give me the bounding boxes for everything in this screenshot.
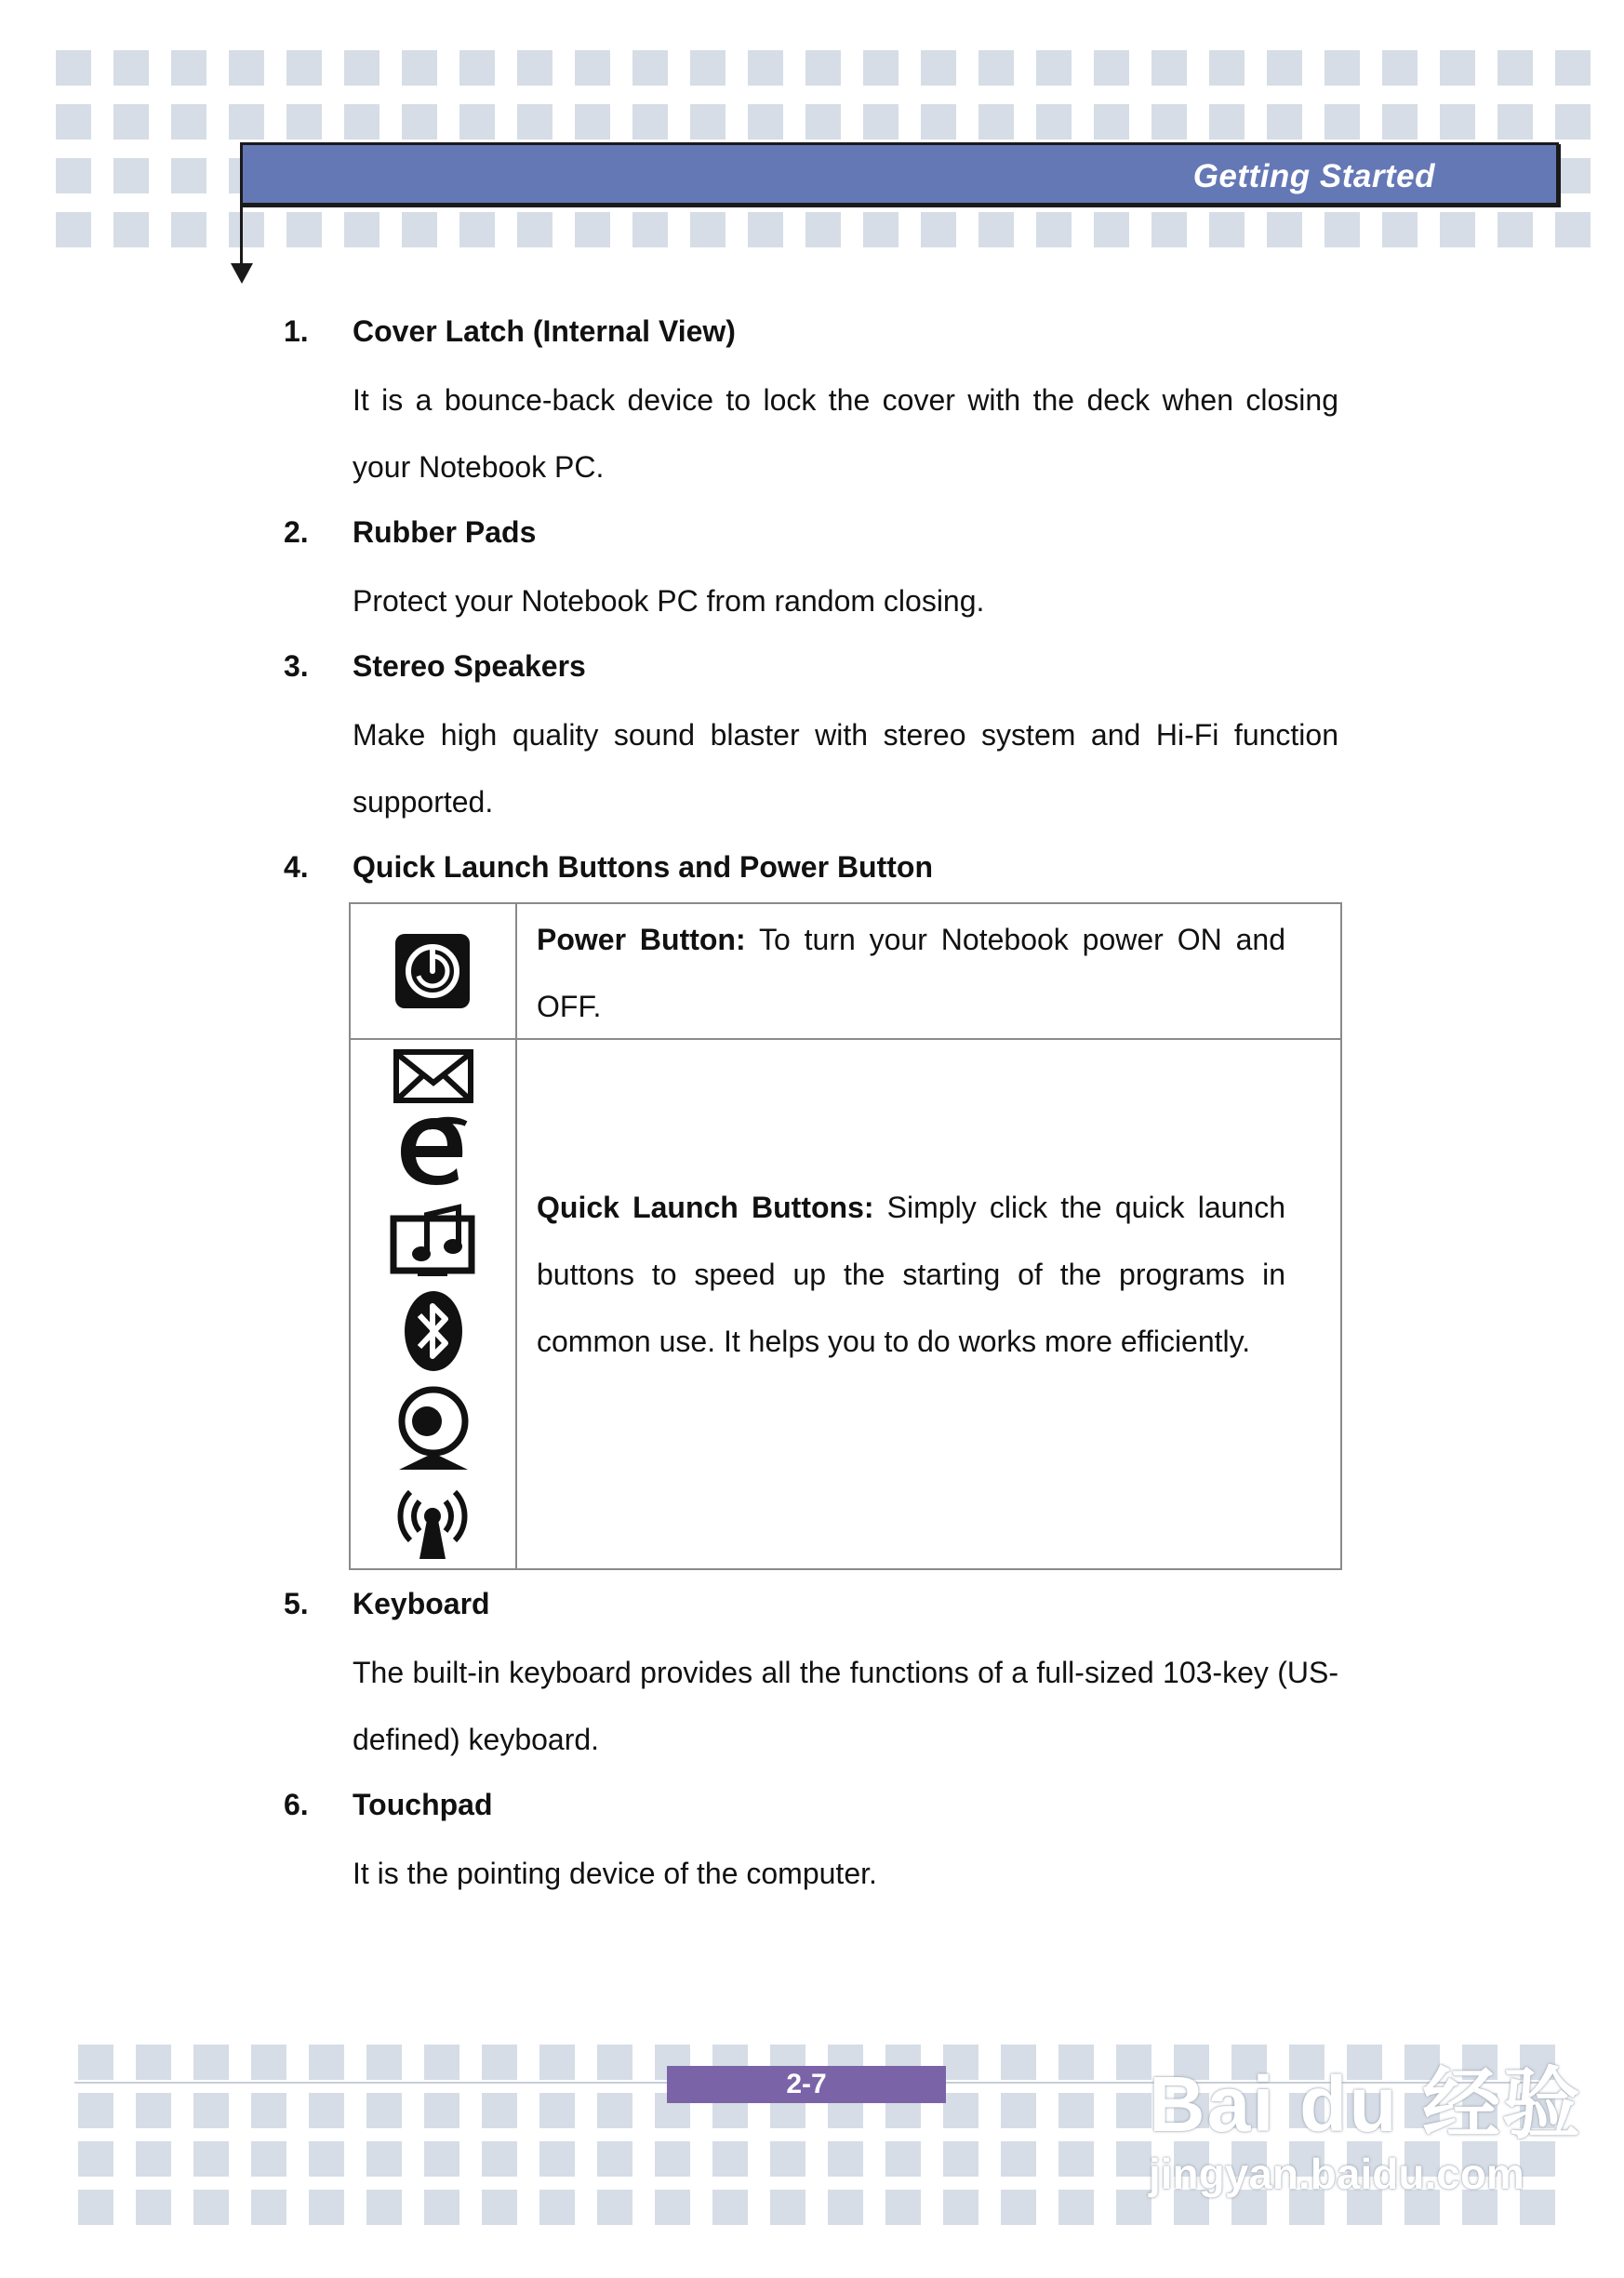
grid-cell bbox=[805, 212, 841, 247]
grid-cell bbox=[597, 2093, 632, 2128]
grid-cell bbox=[828, 2190, 863, 2225]
grid-cell bbox=[366, 2045, 402, 2080]
grid-cell bbox=[885, 2141, 921, 2177]
media-icon bbox=[390, 1196, 475, 1276]
grid-cell bbox=[921, 212, 956, 247]
grid-cell bbox=[193, 2141, 229, 2177]
grid-cell bbox=[632, 104, 668, 140]
grid-cell bbox=[459, 104, 495, 140]
grid-cell bbox=[1209, 104, 1245, 140]
grid-cell bbox=[1036, 212, 1072, 247]
grid-cell bbox=[286, 50, 322, 86]
grid-cell bbox=[1116, 2045, 1151, 2080]
grid-cell bbox=[1036, 50, 1072, 86]
grid-cell bbox=[655, 2190, 690, 2225]
power-button-description bbox=[537, 906, 1285, 1040]
grid-cell bbox=[943, 2093, 978, 2128]
grid-cell bbox=[805, 50, 841, 86]
item-title: Rubber Pads bbox=[353, 515, 537, 549]
grid-cell bbox=[597, 2045, 632, 2080]
grid-cell bbox=[1094, 212, 1129, 247]
grid-cell bbox=[597, 2190, 632, 2225]
quick-launch-text: Simply click the quick launch buttons to speed up the starting of the programs in common use. It helps you to do works more efficiently. bbox=[537, 1191, 1286, 1358]
table-divider bbox=[515, 904, 517, 1568]
grid-cell bbox=[113, 104, 149, 140]
grid-cell bbox=[309, 2190, 344, 2225]
grid-cell bbox=[575, 50, 610, 86]
item-description: It is a bounce-back device to lock the cover with the deck when closing your Notebook PC. bbox=[353, 383, 1338, 484]
item-number: 5. bbox=[284, 1587, 309, 1620]
grid-cell bbox=[978, 104, 1014, 140]
grid-cell bbox=[171, 212, 206, 247]
grid-cell bbox=[748, 50, 783, 86]
item-title: Keyboard bbox=[353, 1587, 490, 1620]
power-button-text: To turn your Notebook power ON and OFF. bbox=[537, 923, 1286, 1023]
webcam-icon bbox=[392, 1386, 475, 1472]
grid-cell bbox=[1036, 104, 1072, 140]
watermark bbox=[1149, 2042, 1582, 2199]
grid-cell bbox=[517, 50, 552, 86]
grid-cell bbox=[632, 212, 668, 247]
grid-cell bbox=[78, 2093, 113, 2128]
grid-cell bbox=[863, 104, 899, 140]
wireless-icon bbox=[390, 1483, 475, 1559]
grid-cell bbox=[1094, 104, 1129, 140]
grid-cell bbox=[251, 2190, 286, 2225]
grid-cell bbox=[56, 50, 91, 86]
item-description: Protect your Notebook PC from random closing. bbox=[353, 584, 985, 618]
grid-cell bbox=[136, 2045, 171, 2080]
grid-cell bbox=[1001, 2190, 1036, 2225]
grid-cell bbox=[597, 2141, 632, 2177]
quick-launch-label: Quick Launch Buttons: bbox=[537, 1191, 874, 1224]
grid-cell bbox=[1209, 50, 1245, 86]
grid-cell bbox=[78, 2141, 113, 2177]
power-button-label: Power Button: bbox=[537, 923, 746, 956]
bluetooth-icon bbox=[403, 1289, 464, 1373]
grid-cell bbox=[1001, 2045, 1036, 2080]
grid-cell bbox=[655, 2141, 690, 2177]
grid-cell bbox=[1382, 104, 1418, 140]
watermark-logo-text: Bai du 经验 bbox=[1149, 2060, 1583, 2148]
header-arrow-head bbox=[231, 263, 253, 284]
quick-launch-description bbox=[537, 1174, 1285, 1375]
grid-cell bbox=[690, 50, 725, 86]
grid-cell bbox=[1151, 104, 1187, 140]
item-title: Touchpad bbox=[353, 1788, 493, 1821]
grid-cell bbox=[424, 2093, 459, 2128]
grid-cell bbox=[1116, 2141, 1151, 2177]
grid-cell bbox=[424, 2190, 459, 2225]
grid-cell bbox=[1116, 2190, 1151, 2225]
grid-cell bbox=[136, 2190, 171, 2225]
grid-cell bbox=[459, 50, 495, 86]
grid-cell bbox=[366, 2190, 402, 2225]
grid-row bbox=[56, 50, 1591, 86]
grid-cell bbox=[136, 2093, 171, 2128]
item-description: Make high quality sound blaster with stereo system and Hi-Fi function supported. bbox=[353, 718, 1338, 819]
item-description: It is the pointing device of the computer. bbox=[353, 1857, 877, 1890]
grid-cell bbox=[229, 212, 264, 247]
grid-cell bbox=[575, 104, 610, 140]
grid-cell bbox=[402, 212, 437, 247]
grid-cell bbox=[193, 2093, 229, 2128]
grid-cell bbox=[1151, 50, 1187, 86]
grid-cell bbox=[193, 2045, 229, 2080]
grid-cell bbox=[1094, 50, 1129, 86]
grid-cell bbox=[78, 2045, 113, 2080]
header-arrow-line bbox=[240, 206, 243, 265]
grid-cell bbox=[1555, 212, 1591, 247]
grid-cell bbox=[344, 104, 379, 140]
grid-cell bbox=[748, 104, 783, 140]
grid-cell bbox=[517, 104, 552, 140]
item-number: 6. bbox=[284, 1788, 309, 1821]
watermark-url: jingyan.baidu.com bbox=[1149, 2150, 1524, 2198]
grid-row bbox=[56, 212, 1591, 247]
item-title: Cover Latch (Internal View) bbox=[353, 314, 736, 348]
grid-cell bbox=[113, 158, 149, 193]
grid-cell bbox=[1324, 50, 1360, 86]
grid-cell bbox=[1001, 2093, 1036, 2128]
grid-cell bbox=[251, 2141, 286, 2177]
grid-cell bbox=[1267, 104, 1302, 140]
grid-cell bbox=[943, 2045, 978, 2080]
grid-cell bbox=[575, 212, 610, 247]
grid-cell bbox=[921, 50, 956, 86]
grid-cell bbox=[1555, 104, 1591, 140]
grid-cell bbox=[424, 2045, 459, 2080]
header-bar bbox=[240, 142, 1559, 206]
grid-cell bbox=[978, 50, 1014, 86]
buttons-table bbox=[349, 902, 1342, 1570]
grid-cell bbox=[1209, 212, 1245, 247]
grid-cell bbox=[482, 2045, 517, 2080]
grid-cell bbox=[1116, 2093, 1151, 2128]
item-number: 2. bbox=[284, 515, 309, 549]
grid-cell bbox=[748, 212, 783, 247]
grid-cell bbox=[1324, 212, 1360, 247]
grid-cell bbox=[805, 104, 841, 140]
grid-cell bbox=[1058, 2141, 1094, 2177]
grid-cell bbox=[78, 2190, 113, 2225]
grid-cell bbox=[863, 212, 899, 247]
grid-cell bbox=[193, 2190, 229, 2225]
grid-cell bbox=[1324, 104, 1360, 140]
grid-cell bbox=[1440, 104, 1475, 140]
grid-cell bbox=[632, 50, 668, 86]
grid-cell bbox=[402, 104, 437, 140]
grid-cell bbox=[344, 50, 379, 86]
grid-cell bbox=[1058, 2093, 1094, 2128]
grid-cell bbox=[459, 212, 495, 247]
item-description: The built-in keyboard provides all the functions of a full-sized 103-key (US-defined) keyboard. bbox=[353, 1656, 1338, 1756]
internet-explorer-icon bbox=[397, 1114, 470, 1185]
grid-cell bbox=[286, 104, 322, 140]
grid-cell bbox=[770, 2141, 805, 2177]
power-icon bbox=[395, 934, 470, 1008]
grid-cell bbox=[1498, 104, 1533, 140]
grid-cell bbox=[56, 158, 91, 193]
grid-cell bbox=[1382, 212, 1418, 247]
grid-cell bbox=[1267, 50, 1302, 86]
grid-cell bbox=[1267, 212, 1302, 247]
grid-cell bbox=[943, 2141, 978, 2177]
grid-cell bbox=[251, 2045, 286, 2080]
grid-cell bbox=[1151, 212, 1187, 247]
grid-cell bbox=[770, 2190, 805, 2225]
grid-cell bbox=[229, 50, 264, 86]
item-number: 3. bbox=[284, 649, 309, 683]
grid-cell bbox=[171, 50, 206, 86]
grid-cell bbox=[828, 2141, 863, 2177]
grid-cell bbox=[1001, 2141, 1036, 2177]
item-title: Quick Launch Buttons and Power Button bbox=[353, 850, 933, 884]
grid-cell bbox=[712, 2141, 748, 2177]
mail-icon bbox=[393, 1049, 473, 1103]
item-number: 1. bbox=[284, 314, 309, 348]
grid-cell bbox=[344, 212, 379, 247]
grid-row bbox=[56, 104, 1591, 140]
grid-cell bbox=[1058, 2190, 1094, 2225]
grid-cell bbox=[539, 2141, 575, 2177]
grid-cell bbox=[171, 158, 206, 193]
grid-cell bbox=[56, 212, 91, 247]
grid-cell bbox=[1058, 2045, 1094, 2080]
grid-cell bbox=[251, 2093, 286, 2128]
grid-cell bbox=[309, 2093, 344, 2128]
page-number: 2-7 bbox=[667, 2066, 946, 2103]
grid-cell bbox=[1440, 50, 1475, 86]
grid-cell bbox=[539, 2045, 575, 2080]
grid-cell bbox=[690, 212, 725, 247]
grid-cell bbox=[885, 2190, 921, 2225]
grid-cell bbox=[366, 2093, 402, 2128]
grid-cell bbox=[482, 2190, 517, 2225]
grid-cell bbox=[113, 50, 149, 86]
grid-cell bbox=[136, 2141, 171, 2177]
grid-cell bbox=[1382, 50, 1418, 86]
grid-cell bbox=[1498, 212, 1533, 247]
grid-cell bbox=[690, 104, 725, 140]
grid-cell bbox=[539, 2190, 575, 2225]
grid-cell bbox=[1440, 212, 1475, 247]
grid-cell bbox=[402, 50, 437, 86]
grid-cell bbox=[482, 2141, 517, 2177]
grid-cell bbox=[921, 104, 956, 140]
grid-cell bbox=[286, 212, 322, 247]
grid-cell bbox=[712, 2190, 748, 2225]
grid-cell bbox=[1498, 50, 1533, 86]
grid-cell bbox=[1555, 50, 1591, 86]
item-number: 4. bbox=[284, 850, 309, 884]
grid-cell bbox=[309, 2045, 344, 2080]
grid-cell bbox=[113, 212, 149, 247]
grid-cell bbox=[978, 212, 1014, 247]
grid-cell bbox=[1555, 158, 1591, 193]
grid-cell bbox=[539, 2093, 575, 2128]
item-title: Stereo Speakers bbox=[353, 649, 586, 683]
grid-cell bbox=[517, 212, 552, 247]
grid-cell bbox=[309, 2141, 344, 2177]
grid-cell bbox=[56, 104, 91, 140]
grid-cell bbox=[171, 104, 206, 140]
page-section-title: Getting Started bbox=[1192, 158, 1435, 194]
grid-cell bbox=[943, 2190, 978, 2225]
grid-cell bbox=[424, 2141, 459, 2177]
grid-cell bbox=[863, 50, 899, 86]
grid-cell bbox=[229, 104, 264, 140]
grid-cell bbox=[482, 2093, 517, 2128]
grid-cell bbox=[366, 2141, 402, 2177]
